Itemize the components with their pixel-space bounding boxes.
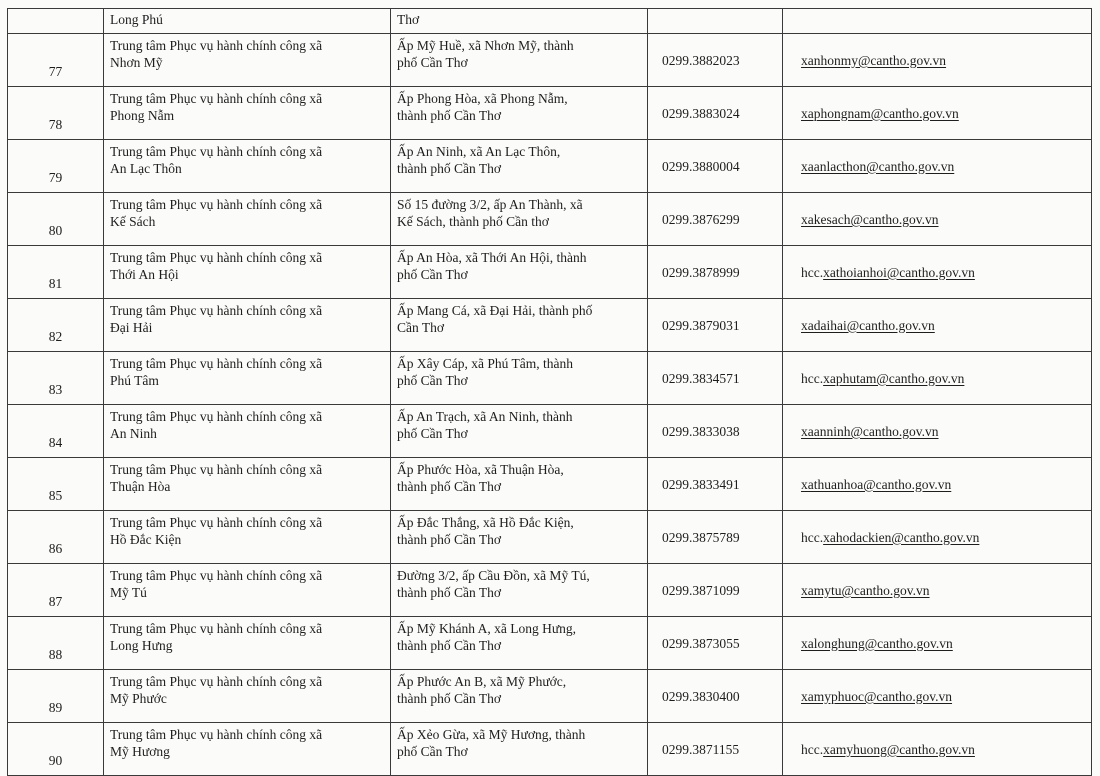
table-row: [8, 352, 1092, 405]
center-name-line-2: Mỹ Phước: [110, 691, 167, 706]
email-cell: [783, 87, 1092, 140]
center-name-cell: [104, 458, 391, 511]
address-cell: [391, 140, 648, 193]
address-cell: [391, 246, 648, 299]
center-name-cell: [104, 723, 391, 776]
address-cell: [391, 458, 648, 511]
center-name-line-2: Hồ Đắc Kiện: [110, 532, 182, 547]
center-name-line-1: Trung tâm Phục vụ hành chính công xã: [110, 250, 323, 265]
table-row: [8, 405, 1092, 458]
row-number: 87: [8, 564, 104, 617]
phone-cell: 0299.3830400: [648, 670, 783, 723]
phone-cell: 0299.3834571: [648, 352, 783, 405]
center-name-cell: [104, 34, 391, 87]
center-name-cell: [104, 140, 391, 193]
address-line-2: phố Cần Thơ: [397, 426, 468, 441]
row-number: 80: [8, 193, 104, 246]
address-cell: [391, 352, 648, 405]
continuation-name-cell: Long Phú: [104, 9, 391, 34]
table-row: [8, 246, 1092, 299]
center-name-cell: [104, 670, 391, 723]
address-line-1: Ấp Xẻo Gừa, xã Mỹ Hương, thành: [397, 727, 586, 742]
phone-cell: 0299.3878999: [648, 246, 783, 299]
table-row: [8, 723, 1092, 776]
email-link[interactable]: xathoianhoi@cantho.gov.vn: [823, 264, 975, 280]
address-line-2: Kế Sách, thành phố Cần thơ: [397, 214, 549, 229]
email-cell: [783, 564, 1092, 617]
email-link[interactable]: xaanninh@cantho.gov.vn: [801, 423, 939, 439]
phone-cell: 0299.3876299: [648, 193, 783, 246]
center-name-cell: [104, 564, 391, 617]
address-cell: [391, 405, 648, 458]
center-name-line-1: Trung tâm Phục vụ hành chính công xã: [110, 303, 323, 318]
table-row: [8, 193, 1092, 246]
center-name-line-2: Long Hưng: [110, 638, 173, 653]
center-name-cell: [104, 87, 391, 140]
email-prefix: hcc.: [801, 741, 824, 757]
email-prefix: hcc.: [801, 264, 824, 280]
email-link[interactable]: xahodackien@cantho.gov.vn: [823, 529, 980, 545]
center-name-line-2: An Ninh: [110, 426, 157, 441]
email-link[interactable]: xaphongnam@cantho.gov.vn: [801, 105, 959, 121]
email-link[interactable]: xamyphuoc@cantho.gov.vn: [801, 688, 953, 704]
address-line-2: thành phố Cần Thơ: [397, 585, 502, 600]
center-name-line-1: Trung tâm Phục vụ hành chính công xã: [110, 197, 323, 212]
row-number: 82: [8, 299, 104, 352]
table-row: [8, 458, 1092, 511]
center-name-cell: [104, 193, 391, 246]
row-number: 77: [8, 34, 104, 87]
center-name-line-1: Trung tâm Phục vụ hành chính công xã: [110, 727, 323, 742]
email-link[interactable]: xamyhuong@cantho.gov.vn: [823, 741, 975, 757]
center-name-line-1: Trung tâm Phục vụ hành chính công xã: [110, 462, 323, 477]
email-prefix: hcc.: [801, 370, 824, 386]
center-name-line-2: An Lạc Thôn: [110, 161, 182, 176]
center-name-line-2: Kế Sách: [110, 214, 156, 229]
center-name-line-2: Phú Tâm: [110, 373, 159, 388]
table-row: [8, 87, 1092, 140]
row-number: 85: [8, 458, 104, 511]
center-name-line-1: Trung tâm Phục vụ hành chính công xã: [110, 356, 323, 371]
center-name-line-2: Mỹ Tú: [110, 585, 147, 600]
address-line-2: thành phố Cần Thơ: [397, 161, 502, 176]
center-name-line-1: Trung tâm Phục vụ hành chính công xã: [110, 38, 323, 53]
email-cell: [783, 246, 1092, 299]
address-line-2: thành phố Cần Thơ: [397, 638, 502, 653]
center-name-line-1: Trung tâm Phục vụ hành chính công xã: [110, 674, 323, 689]
email-cell: [783, 511, 1092, 564]
row-number: 79: [8, 140, 104, 193]
address-line-2: thành phố Cần Thơ: [397, 532, 502, 547]
address-line-1: Ấp Mỹ Huề, xã Nhơn Mỹ, thành: [397, 38, 574, 53]
address-line-2: phố Cần Thơ: [397, 373, 468, 388]
address-cell: [391, 299, 648, 352]
center-name-cell: [104, 246, 391, 299]
center-name-cell: [104, 617, 391, 670]
phone-cell: 0299.3882023: [648, 34, 783, 87]
center-name-cell: [104, 299, 391, 352]
email-cell: [783, 34, 1092, 87]
row-number: 84: [8, 405, 104, 458]
table-row: [8, 617, 1092, 670]
email-prefix: hcc.: [801, 529, 824, 545]
address-line-1: Ấp Phước An B, xã Mỹ Phước,: [397, 674, 567, 689]
table-row: [8, 34, 1092, 87]
center-name-line-2: Thới An Hội: [110, 267, 179, 282]
phone-cell: 0299.3879031: [648, 299, 783, 352]
row-number: 88: [8, 617, 104, 670]
address-cell: [391, 723, 648, 776]
address-line-1: Ấp Xây Cáp, xã Phú Tâm, thành: [397, 356, 573, 371]
continuation-address-cell: Thơ: [391, 9, 648, 34]
email-link[interactable]: xathuanhoa@cantho.gov.vn: [801, 476, 952, 492]
continuation-no-cell: [8, 9, 104, 34]
table-row: [8, 670, 1092, 723]
continuation-row: [8, 9, 1092, 34]
email-cell: [783, 299, 1092, 352]
address-line-1: Ấp Mỹ Khánh A, xã Long Hưng,: [397, 621, 577, 636]
row-number: 86: [8, 511, 104, 564]
center-name-line-1: Trung tâm Phục vụ hành chính công xã: [110, 621, 323, 636]
continuation-phone-cell: [648, 9, 783, 34]
center-name-line-1: Trung tâm Phục vụ hành chính công xã: [110, 91, 323, 106]
address-cell: [391, 193, 648, 246]
row-number: 78: [8, 87, 104, 140]
row-number: 83: [8, 352, 104, 405]
phone-cell: 0299.3873055: [648, 617, 783, 670]
address-line-1: Ấp An Ninh, xã An Lạc Thôn,: [397, 144, 561, 159]
center-name-line-1: Trung tâm Phục vụ hành chính công xã: [110, 568, 323, 583]
address-line-1: Ấp Đắc Thắng, xã Hồ Đắc Kiện,: [397, 515, 574, 530]
email-cell: [783, 723, 1092, 776]
email-link[interactable]: xamytu@cantho.gov.vn: [801, 582, 930, 598]
center-name-cell: [104, 511, 391, 564]
row-number: 81: [8, 246, 104, 299]
row-number: 89: [8, 670, 104, 723]
address-line-1: Ấp Phước Hòa, xã Thuận Hòa,: [397, 462, 564, 477]
address-cell: [391, 617, 648, 670]
center-name-cell: [104, 352, 391, 405]
email-link[interactable]: xaphutam@cantho.gov.vn: [823, 370, 965, 386]
continuation-email-cell: [783, 9, 1092, 34]
address-line-1: Ấp Phong Hòa, xã Phong Nẫm,: [397, 91, 568, 106]
address-line-1: Ấp An Trạch, xã An Ninh, thành: [397, 409, 573, 424]
table-row: [8, 511, 1092, 564]
address-line-1: Đường 3/2, ấp Cầu Đồn, xã Mỹ Tú,: [397, 568, 590, 583]
table-row: [8, 140, 1092, 193]
address-line-2: phố Cần Thơ: [397, 267, 468, 282]
phone-cell: 0299.3871099: [648, 564, 783, 617]
address-line-2: phố Cần Thơ: [397, 744, 468, 759]
address-line-1: Số 15 đường 3/2, ấp An Thành, xã: [397, 197, 583, 212]
email-link[interactable]: xadaihai@cantho.gov.vn: [801, 317, 935, 333]
email-cell: [783, 458, 1092, 511]
address-cell: [391, 670, 648, 723]
email-cell: [783, 140, 1092, 193]
email-cell: [783, 193, 1092, 246]
address-cell: [391, 511, 648, 564]
address-cell: [391, 564, 648, 617]
email-cell: [783, 405, 1092, 458]
phone-cell: 0299.3871155: [648, 723, 783, 776]
phone-cell: 0299.3880004: [648, 140, 783, 193]
center-name-line-2: Đại Hải: [110, 320, 153, 335]
address-line-2: thành phố Cần Thơ: [397, 691, 502, 706]
address-line-1: Ấp Mang Cá, xã Đại Hải, thành phố: [397, 303, 593, 318]
center-name-line-1: Trung tâm Phục vụ hành chính công xã: [110, 515, 323, 530]
email-cell: [783, 670, 1092, 723]
email-cell: [783, 617, 1092, 670]
service-center-table: [7, 8, 1092, 776]
email-cell: [783, 352, 1092, 405]
center-name-line-2: Thuận Hòa: [110, 479, 171, 494]
email-link[interactable]: xalonghung@cantho.gov.vn: [801, 635, 953, 651]
address-line-2: phố Cần Thơ: [397, 55, 468, 70]
address-cell: [391, 34, 648, 87]
table-row: [8, 299, 1092, 352]
email-link[interactable]: xakesach@cantho.gov.vn: [801, 211, 939, 227]
email-link[interactable]: xaanlacthon@cantho.gov.vn: [801, 158, 955, 174]
phone-cell: 0299.3875789: [648, 511, 783, 564]
table-row: [8, 564, 1092, 617]
address-line-1: Ấp An Hòa, xã Thới An Hội, thành: [397, 250, 587, 265]
address-line-2: thành phố Cần Thơ: [397, 479, 502, 494]
address-line-2: thành phố Cần Thơ: [397, 108, 502, 123]
center-name-line-2: Phong Nẫm: [110, 108, 175, 123]
center-name-cell: [104, 405, 391, 458]
phone-cell: 0299.3833038: [648, 405, 783, 458]
row-number: 90: [8, 723, 104, 776]
center-name-line-1: Trung tâm Phục vụ hành chính công xã: [110, 144, 323, 159]
address-cell: [391, 87, 648, 140]
phone-cell: 0299.3833491: [648, 458, 783, 511]
phone-cell: 0299.3883024: [648, 87, 783, 140]
center-name-line-2: Nhơn Mỹ: [110, 55, 163, 70]
center-name-line-1: Trung tâm Phục vụ hành chính công xã: [110, 409, 323, 424]
center-name-line-2: Mỹ Hương: [110, 744, 170, 759]
address-line-2: Cần Thơ: [397, 320, 445, 335]
email-link[interactable]: xanhonmy@cantho.gov.vn: [801, 52, 947, 68]
